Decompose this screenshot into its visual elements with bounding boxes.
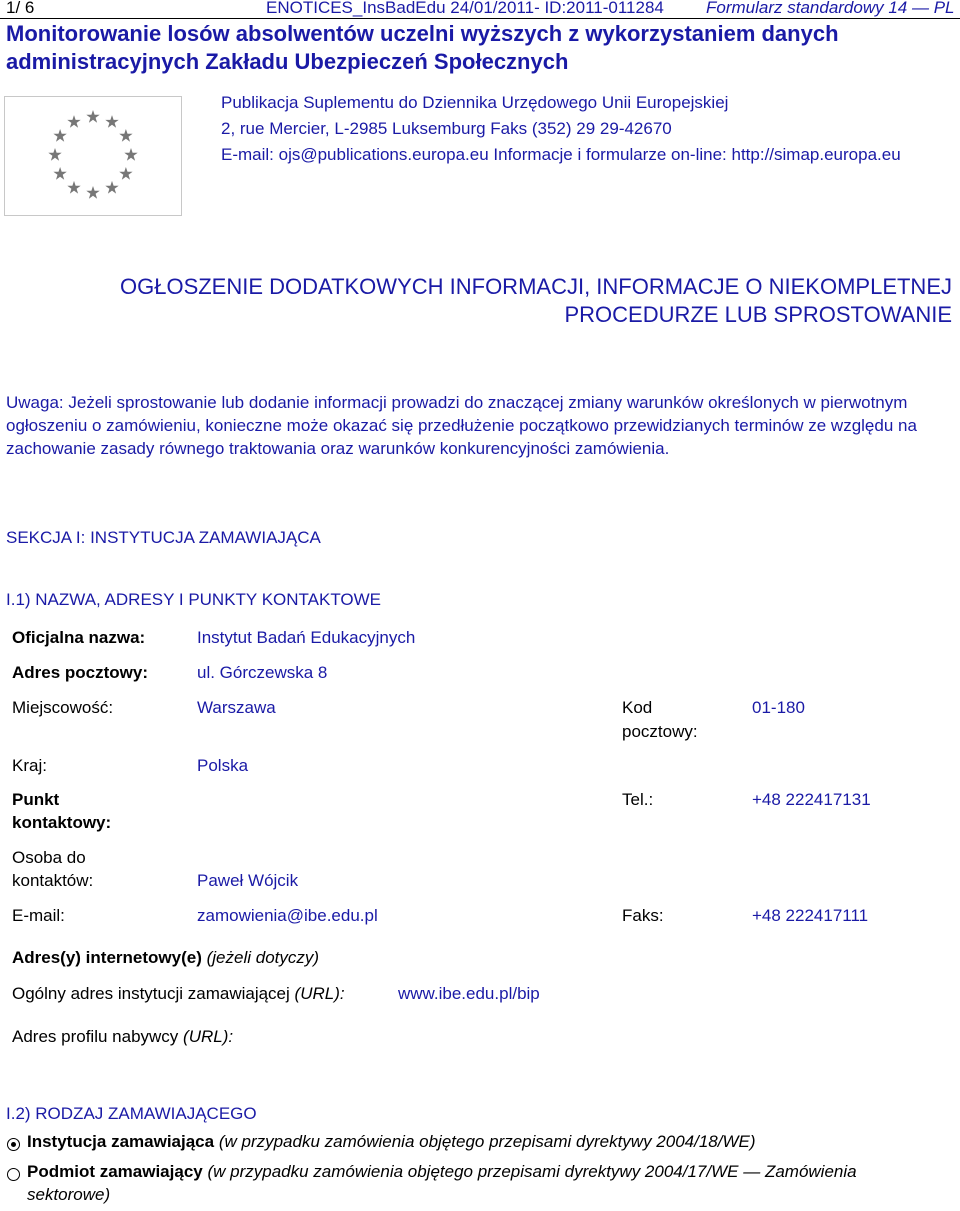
eu-star-icon xyxy=(53,129,66,142)
option1-note: (w przypadku zamówienia objętego przepisami dyrektywy 2004/18/WE) xyxy=(218,1132,756,1151)
general-url-label: Ogólny adres instytucji zamawiającej xyxy=(12,984,290,1003)
eu-star-icon xyxy=(53,167,66,180)
contact-point-label-1: Punkt xyxy=(12,790,60,809)
subsection-title-2: I.2) RODZAJ ZAMAWIAJĄCEGO xyxy=(6,1104,257,1123)
fax-label: Faks: xyxy=(622,906,664,925)
notice-heading-line-2: PROCEDURZE LUB SPROSTOWANIE xyxy=(564,302,952,327)
internet-heading-text: Adres(y) internetowy(e) xyxy=(12,948,202,967)
postal-address-value: ul. Górczewska 8 xyxy=(197,663,328,682)
page-title: Monitorowanie losów absolwentów uczelni wyższych z wykorzystaniem danych administracyjnych Zakładu Ubezpieczeń Społecznych xyxy=(6,21,839,74)
option2-label: Podmiot zamawiający xyxy=(27,1162,203,1181)
eu-star-icon xyxy=(105,115,118,128)
city-value: Warszawa xyxy=(197,698,276,717)
page-counter: 1/ 6 xyxy=(6,0,35,17)
notice-id: ENOTICES_InsBadEdu 24/01/2011- ID:2011-011284 xyxy=(266,0,664,17)
eu-star-icon xyxy=(86,110,99,123)
option1-radio[interactable] xyxy=(7,1138,20,1151)
contact-person-value: Paweł Wójcik xyxy=(197,871,299,890)
postcode-label-1: Kod xyxy=(622,698,653,717)
buyer-profile-label: Adres profilu nabywcy xyxy=(12,1027,179,1046)
email-label: E-mail: xyxy=(12,906,65,925)
subsection-title-1: I.1) NAZWA, ADRESY I PUNKTY KONTAKTOWE xyxy=(6,590,382,609)
option2-text xyxy=(27,1162,857,1182)
internet-heading xyxy=(12,948,319,968)
country-label: Kraj: xyxy=(12,756,47,775)
eu-star-icon xyxy=(67,181,80,194)
fax-value: +48 222417111 xyxy=(752,906,869,925)
note-paragraph: Uwaga: Jeżeli sprostowanie lub dodanie informacji prowadzi do znaczącej zmiany warunków określonych w pierwotnym ogłoszeniu o zamówieniu, konieczne może okazać się przedłużenie początkowo przewidzianych terminów ze względu na zachowanie zasady równego traktowania oraz warunków konkurencyjności zamówienia. xyxy=(6,393,917,458)
tel-label: Tel.: xyxy=(622,790,654,809)
notice-heading-line-1: OGŁOSZENIE DODATKOWYCH INFORMACJI, INFORMACJE O NIEKOMPLETNEJ xyxy=(120,274,952,299)
buyer-profile-row xyxy=(12,1027,233,1047)
email-value[interactable]: zamowienia@ibe.edu.pl xyxy=(197,906,378,925)
option1-text xyxy=(27,1132,756,1152)
eu-star-icon xyxy=(124,148,137,161)
city-label: Miejscowość: xyxy=(12,698,114,717)
eu-star-icon xyxy=(119,167,132,180)
eu-stars-icon xyxy=(5,97,181,215)
eu-star-icon xyxy=(67,115,80,128)
publication-line-3: E-mail: ojs@publications.europa.eu Informacje i formularze on-line: http://simap.europa.eu xyxy=(221,145,901,164)
eu-star-icon xyxy=(119,129,132,142)
buyer-profile-label-note: (URL): xyxy=(183,1027,234,1046)
contact-point-label-2: kontaktowy: xyxy=(12,813,112,832)
section-title: SEKCJA I: INSTYTUCJA ZAMAWIAJĄCA xyxy=(6,528,321,547)
official-name-label: Oficjalna nazwa: xyxy=(12,628,146,647)
option2-note-1: (w przypadku zamówienia objętego przepisami dyrektywy 2004/17/WE — Zamówienia xyxy=(207,1162,857,1181)
general-url-value[interactable]: www.ibe.edu.pl/bip xyxy=(398,984,540,1003)
notice-heading xyxy=(0,273,956,329)
eu-logo xyxy=(4,96,182,216)
option2-radio[interactable] xyxy=(7,1168,20,1181)
general-url-row xyxy=(12,984,345,1004)
header-rule xyxy=(0,18,960,19)
postal-address-label: Adres pocztowy: xyxy=(12,663,149,682)
publication-line-2: 2, rue Mercier, L-2985 Luksemburg Faks (352) 29 29-42670 xyxy=(221,119,672,138)
form-type: Formularz standardowy 14 — PL xyxy=(706,0,955,17)
contact-person-label-2: kontaktów: xyxy=(12,871,94,890)
official-name-value: Instytut Badań Edukacyjnych xyxy=(197,628,416,647)
tel-value: +48 222417131 xyxy=(752,790,871,809)
option1-label: Instytucja zamawiająca xyxy=(27,1132,215,1151)
general-url-label-note: (URL): xyxy=(294,984,345,1003)
postcode-label-2: pocztowy: xyxy=(622,722,698,741)
eu-star-icon xyxy=(48,148,61,161)
option2-note-2: sektorowe) xyxy=(27,1185,111,1204)
eu-star-icon xyxy=(86,186,99,199)
contact-person-label-1: Osoba do xyxy=(12,848,86,867)
eu-star-icon xyxy=(105,181,118,194)
country-value: Polska xyxy=(197,756,249,775)
internet-heading-note: (jeżeli dotyczy) xyxy=(206,948,320,967)
postcode-value: 01-180 xyxy=(752,698,805,717)
publication-line-1: Publikacja Suplementu do Dziennika Urzędowego Unii Europejskiej xyxy=(221,93,729,112)
